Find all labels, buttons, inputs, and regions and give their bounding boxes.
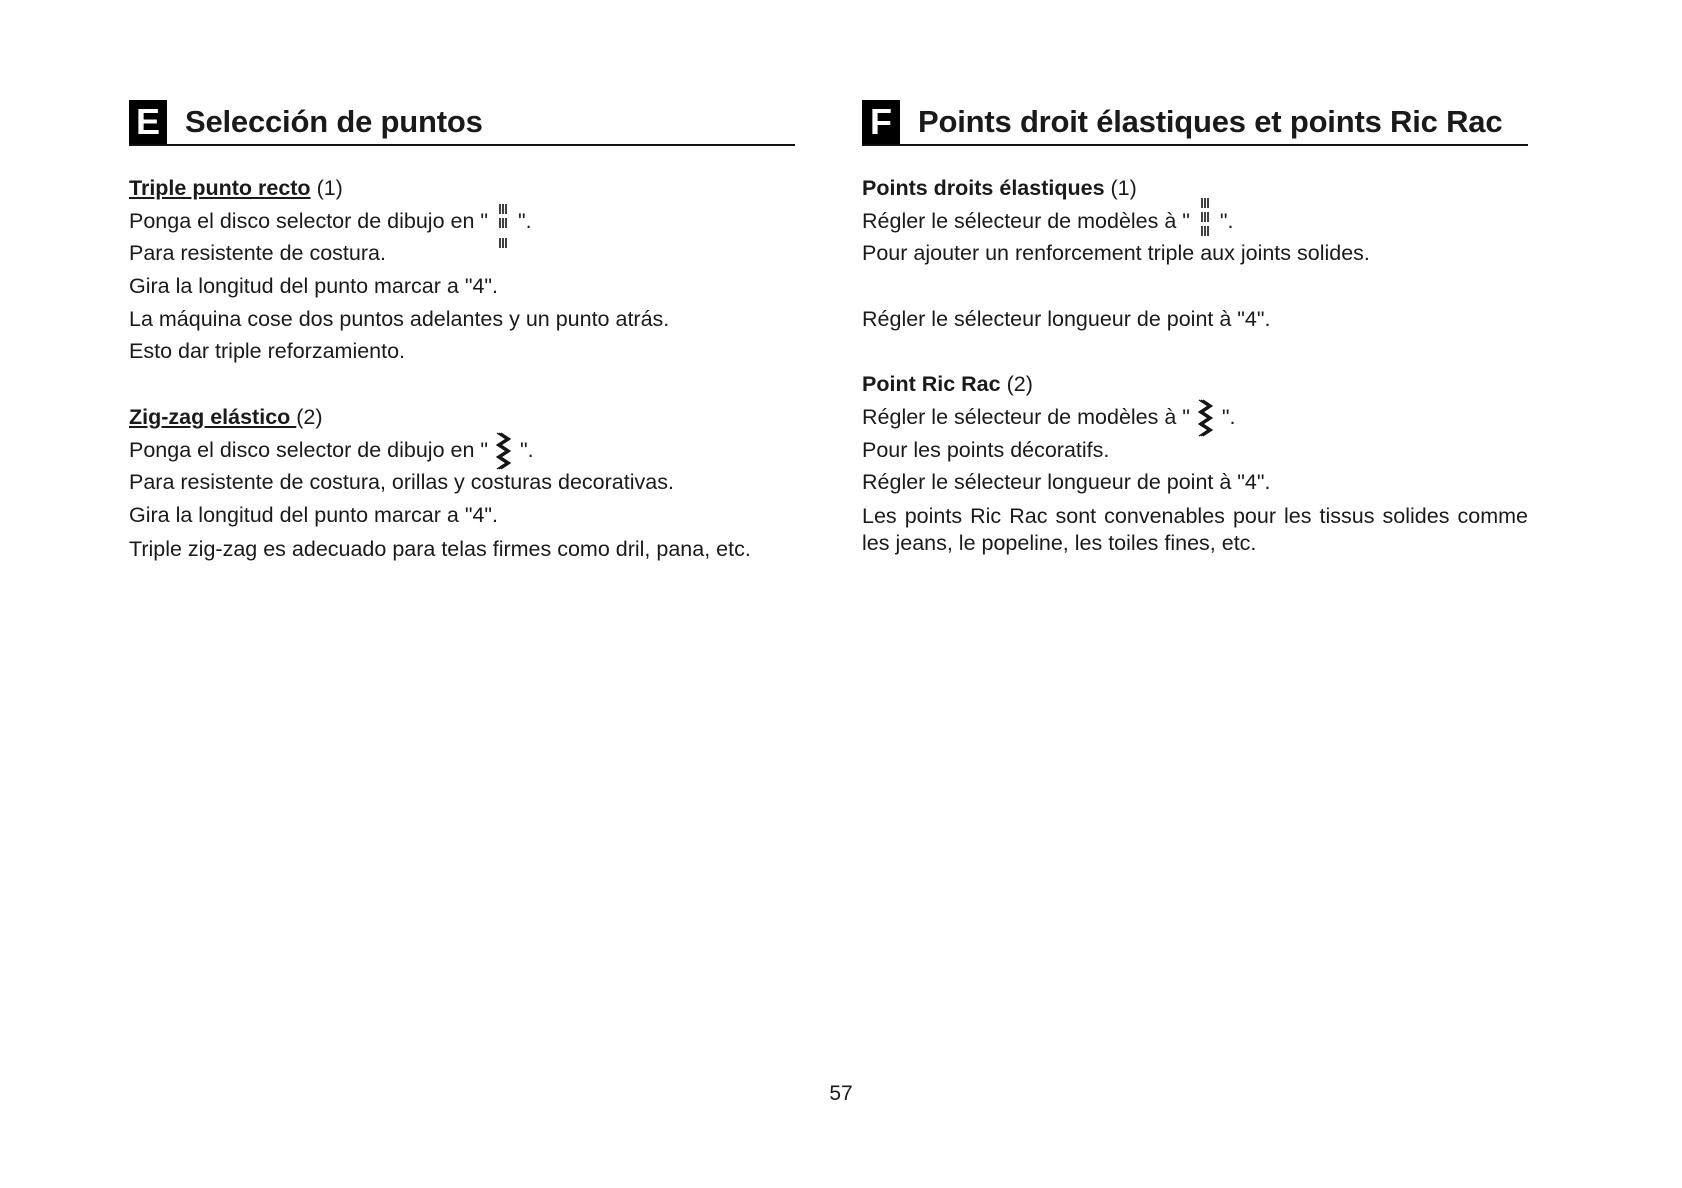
instruction-line: Gira la longitud del punto marcar a "4". xyxy=(129,502,499,527)
page-number: 57 xyxy=(829,1082,853,1105)
subsection-heading xyxy=(862,172,1528,205)
section-title: Points droit élastiques et points Ric Rac xyxy=(918,104,1503,139)
subsection-number: (2) xyxy=(296,404,323,429)
instruction-text: Ponga el disco selector de dibujo en " xyxy=(129,208,489,233)
instruction-text: Régler le sélecteur de modèles à " xyxy=(862,404,1190,429)
subsection-title: Zig-zag elástico xyxy=(129,404,297,429)
instruction-line xyxy=(129,434,795,467)
instruction-paragraph: Les points Ric Rac sont convenables pour les tissus solides comme les jeans, le popeline, les toiles fines, etc. xyxy=(862,503,1528,555)
subsection-number: (2) xyxy=(1006,372,1033,397)
section-e xyxy=(129,100,795,563)
section-f-heading xyxy=(862,100,1528,146)
subsection-title: Points droits élastiques xyxy=(862,176,1105,200)
section-letter-badge: F xyxy=(862,100,900,144)
instruction-line xyxy=(129,205,795,238)
triple-straight-stitch-icon xyxy=(496,212,510,232)
section-e-body xyxy=(129,172,795,563)
instruction-line: Para resistente de costura. xyxy=(129,241,386,266)
subsection-number: (1) xyxy=(316,176,343,200)
instruction-text: ". xyxy=(518,208,532,233)
instruction-line: Régler le sélecteur longueur de point à "4". xyxy=(862,470,1271,495)
instruction-text: Ponga el disco selector de dibujo en " xyxy=(129,437,489,462)
instruction-text: ". xyxy=(520,437,534,462)
instruction-line: Para resistente de costura, orillas y costuras decorativas. xyxy=(129,470,674,495)
instruction-line: Régler le sélecteur longueur de point à "4". xyxy=(862,306,1271,331)
instruction-line: Pour les points décoratifs. xyxy=(862,437,1110,462)
section-e-heading xyxy=(129,100,795,146)
subsection-heading xyxy=(862,368,1528,401)
subsection-heading xyxy=(129,172,795,205)
instruction-text: ". xyxy=(1221,404,1236,429)
instruction-paragraph: Triple zig-zag es adecuado para telas firmes como dril, pana, etc. xyxy=(129,536,751,561)
instruction-line xyxy=(862,401,1528,434)
instruction-line: Pour ajouter un renforcement triple aux joints solides. xyxy=(862,241,1370,266)
instruction-line: La máquina cose dos puntos adelantes y un punto atrás. xyxy=(129,306,670,331)
instruction-text: Régler le sélecteur de modèles à " xyxy=(862,208,1190,233)
section-title: Selección de puntos xyxy=(185,104,483,139)
instruction-line: Gira la longitud del punto marcar a "4". xyxy=(129,274,499,299)
spacer xyxy=(862,335,1528,368)
instruction-text: ". xyxy=(1219,208,1234,233)
section-letter-badge: E xyxy=(129,100,167,144)
ric-rac-zigzag-stitch-icon xyxy=(496,441,512,461)
instruction-line xyxy=(862,205,1528,238)
subsection-heading xyxy=(129,401,795,434)
section-f-body xyxy=(862,172,1528,557)
ric-rac-zigzag-stitch-icon xyxy=(1198,408,1214,428)
subsection-title: Point Ric Rac xyxy=(862,372,1001,397)
spacer xyxy=(129,368,795,401)
instruction-line: Esto dar triple reforzamiento. xyxy=(129,339,406,364)
subsection-number: (1) xyxy=(1110,176,1137,200)
spacer xyxy=(862,270,1528,303)
triple-straight-stitch-icon xyxy=(1198,212,1212,232)
subsection-title: Triple punto recto xyxy=(129,176,311,200)
section-f xyxy=(862,100,1528,557)
